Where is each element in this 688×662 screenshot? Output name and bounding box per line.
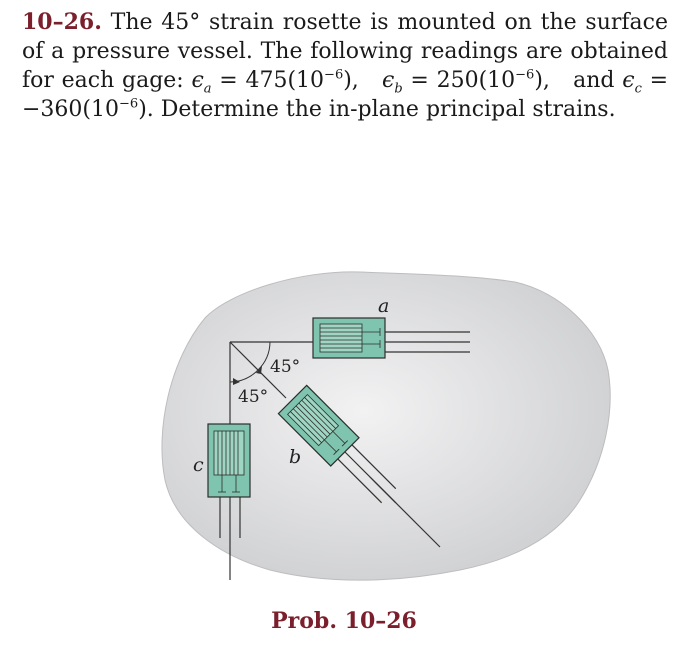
epsilon-a: $\epsilon_a$ — [191, 68, 212, 97]
epsilon-b: $\epsilon_b$ — [382, 68, 403, 97]
label-a: a — [378, 295, 390, 317]
epsilon-c: $\epsilon_c$ — [622, 68, 642, 97]
angle-label-upper: 45° — [270, 357, 301, 377]
problem-text-end: ). Determine the in-plane principal strains. — [138, 97, 616, 122]
figure-caption: Prob. 10–26 — [271, 608, 417, 634]
label-c: c — [193, 454, 204, 476]
problem-text-intro: The 45° strain rosette is mounted on the surface of a pressure vessel. The following readings are obtained for each gage: — [22, 10, 669, 93]
value-b: 250(10 — [436, 68, 516, 93]
value-c: −360(10 — [22, 97, 120, 122]
and-word: and — [573, 68, 615, 93]
angle-label-lower: 45° — [238, 387, 269, 407]
value-a: 475(10 — [245, 68, 325, 93]
label-b: b — [289, 446, 302, 468]
problem-number: 10–26. — [22, 9, 102, 35]
problem-statement: 10–26. The 45° strain rosette is mounted on the surface of a pressure vessel. The following readings are obtained for each gage: $\epsilon_a = 475(10^{-6})$, $\epsilon_b = 250(10^{-6})$, and $\epsilon_c = -360(10^{-6})$. Determine the in-plane principal strains. — [22, 9, 669, 122]
